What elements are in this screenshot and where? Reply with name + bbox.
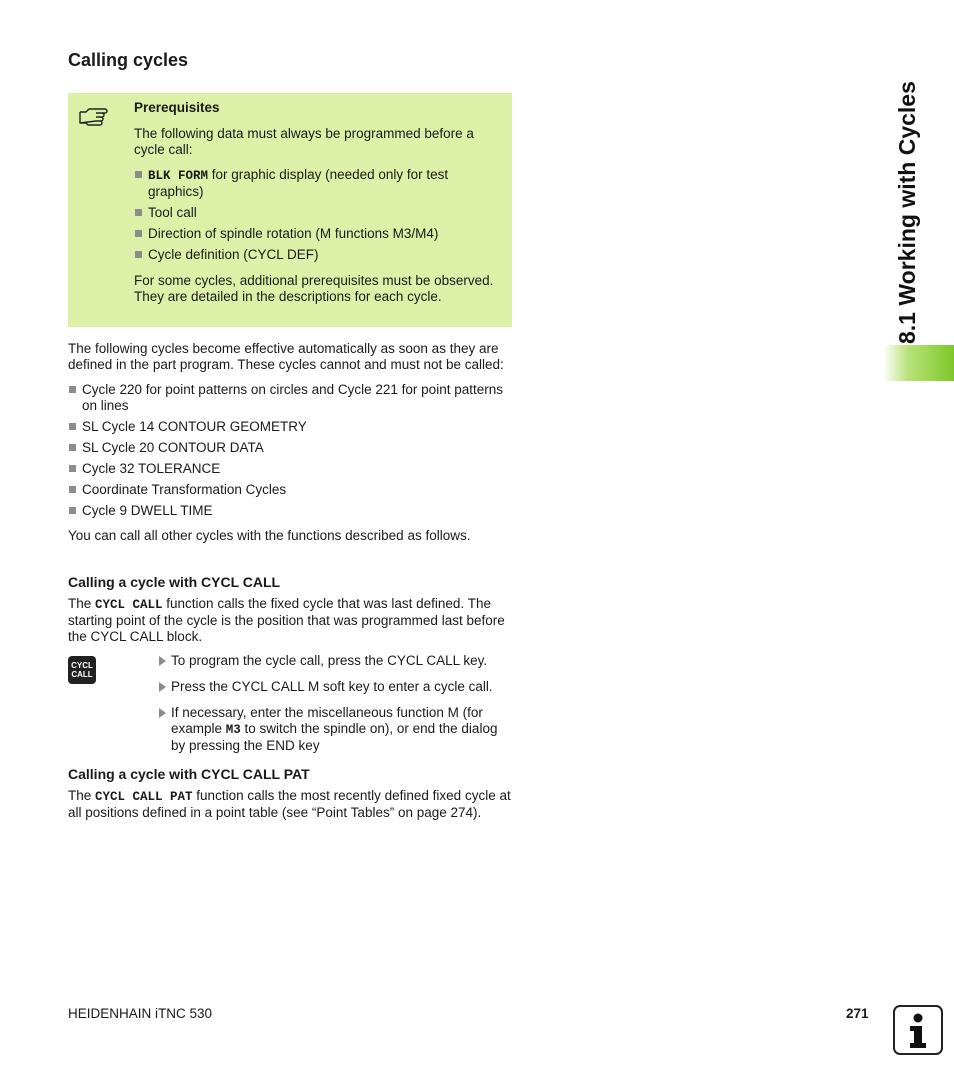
code-blk-form: BLK FORM — [148, 169, 209, 183]
chapter-tab-title: 8.1 Working with Cycles — [894, 81, 920, 344]
list-item: SL Cycle 20 CONTOUR DATA — [68, 440, 512, 456]
cycl-call-pat-heading: Calling a cycle with CYCL CALL PAT — [68, 766, 310, 782]
note-heading: Prerequisites — [134, 100, 220, 115]
note-intro: The following data must always be programmed before a cycle call: — [134, 126, 474, 157]
list-item: Cycle 32 TOLERANCE — [68, 461, 512, 477]
pointing-hand-icon — [78, 103, 112, 131]
note-outro: For some cycles, additional prerequisites must be observed. They are detailed in the descriptions for each cycle. — [134, 273, 494, 304]
code-cycl-call-pat: CYCL CALL PAT — [95, 790, 193, 804]
step-item: Press the CYCL CALL M soft key to enter a cycle call. — [158, 679, 518, 695]
prerequisites-list — [134, 167, 504, 263]
list-item: SL Cycle 14 CONTOUR GEOMETRY — [68, 419, 512, 435]
auto-cycles-outro: You can call all other cycles with the functions described as follows. — [68, 528, 471, 543]
cycl-call-key-icon: CYCL CALL — [68, 656, 96, 684]
auto-cycles-intro: The following cycles become effective automatically as soon as they are defined in the part program. These cycles cannot and must not be called: — [68, 341, 504, 372]
code-m3: M3 — [225, 723, 241, 737]
list-item: BLK FORM for graphic display (needed only for test graphics) — [134, 167, 504, 200]
list-item: Cycle 220 for point patterns on circles and Cycle 221 for point patterns on lines — [68, 382, 512, 414]
info-icon — [893, 1005, 943, 1055]
list-item: Tool call — [134, 205, 504, 221]
auto-cycles-list — [68, 382, 512, 519]
cycl-call-heading: Calling a cycle with CYCL CALL — [68, 574, 281, 590]
list-item: Cycle definition (CYCL DEF) — [134, 247, 504, 263]
prerequisites-note — [68, 93, 512, 327]
section-title: Calling cycles — [68, 50, 189, 70]
chapter-tab-accent — [883, 345, 954, 381]
step-item: To program the cycle call, press the CYCL CALL key. — [158, 653, 518, 669]
cycl-call-steps — [158, 653, 518, 754]
cycl-call-description: The CYCL CALL function calls the fixed cycle that was last defined. The starting point of the cycle is the position that was programmed last before the CYCL CALL block. — [68, 596, 505, 644]
code-cycl-call: CYCL CALL — [95, 598, 163, 612]
list-item: Cycle 9 DWELL TIME — [68, 503, 512, 519]
footer-product: HEIDENHAIN iTNC 530 — [68, 1006, 213, 1021]
list-item: Coordinate Transformation Cycles — [68, 482, 512, 498]
step-item: If necessary, enter the miscellaneous function M (for example M3 to switch the spindle on), or end the dialog by pressing the END key — [158, 705, 511, 754]
cycl-call-pat-description: The CYCL CALL PAT function calls the most recently defined fixed cycle at all positions defined in a point table (see “Point Tables” on page 274). — [68, 788, 511, 820]
list-item: Direction of spindle rotation (M functions M3/M4) — [134, 226, 504, 242]
page-number: 271 — [846, 1006, 869, 1021]
